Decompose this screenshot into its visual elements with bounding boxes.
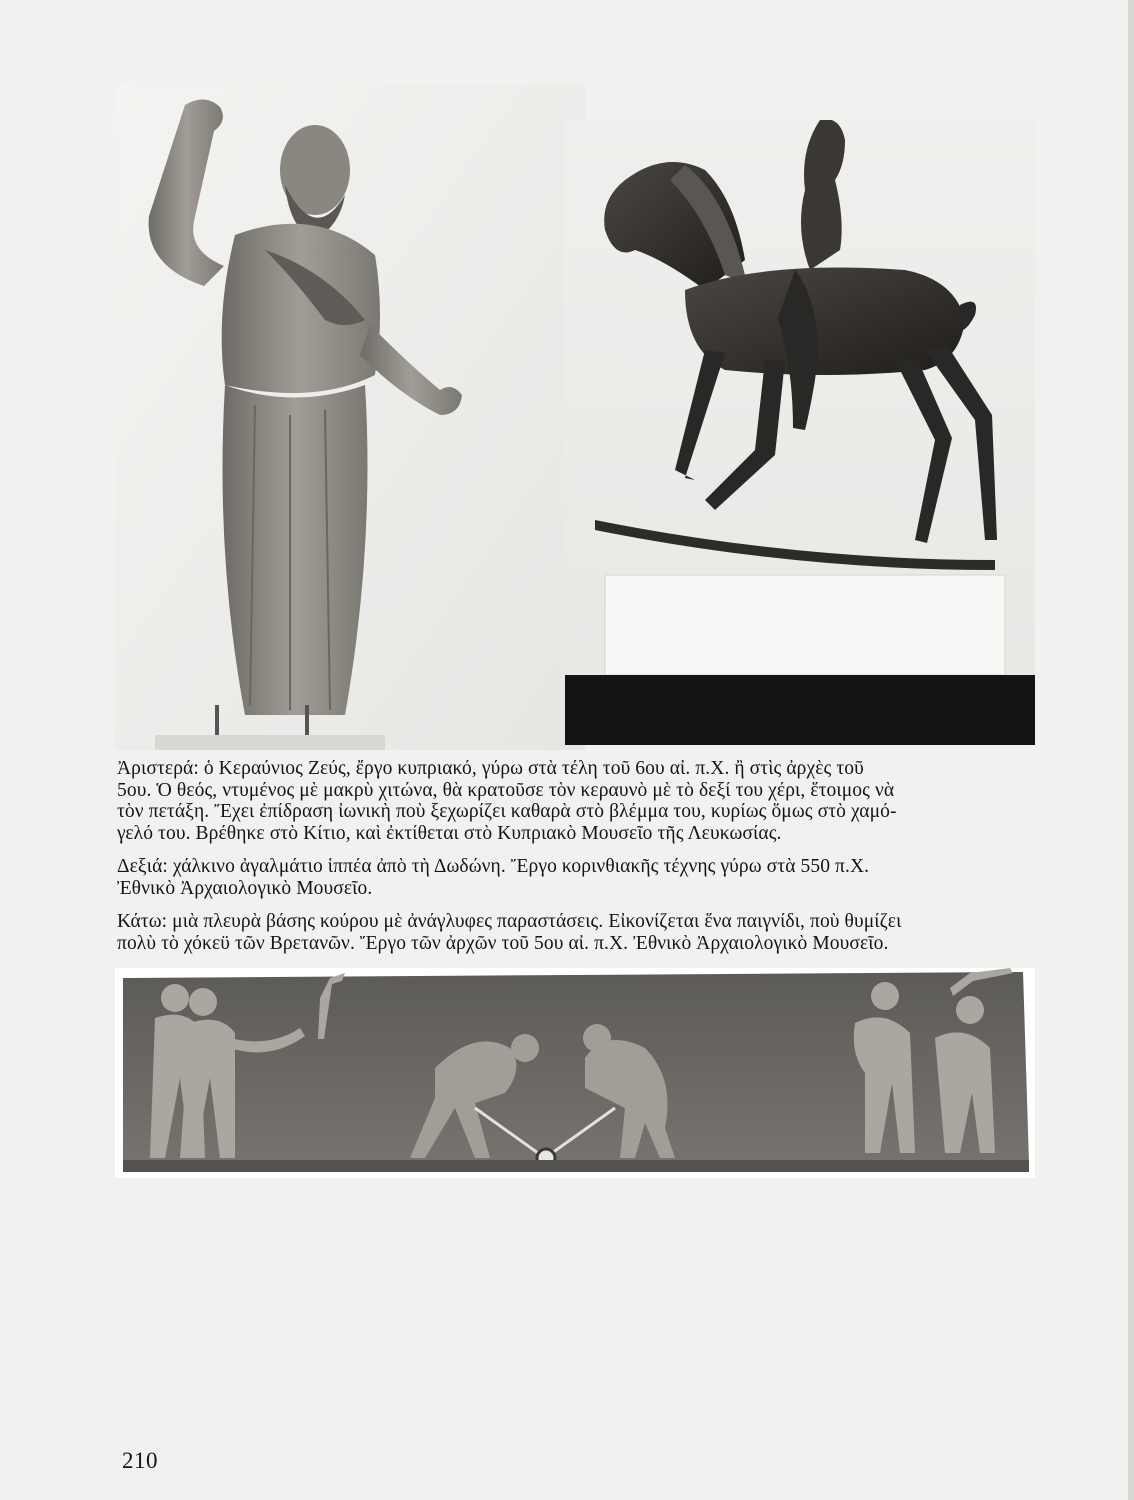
- caption-line: πολὺ τὸ χόκεϋ τῶν Βρετανῶν. Ἔργο τῶν ἀρχῶν τοῦ 5ου αἰ. π.Χ. Ἐθνικὸ Ἀρχαιολογικὸ Μουσεῖο.: [117, 932, 889, 954]
- caption-right-statue: [117, 856, 1037, 899]
- caption-line: Δεξιά: χάλκινο ἀγαλμάτιο ἱππέα ἀπὸ τὴ Δωδώνη. Ἔργο κορινθιακῆς τέχνης γύρω στὰ 550 π.Χ.: [117, 856, 870, 877]
- caption-line: 5ου. Ὁ θεός, ντυμένος μὲ μακρὺ χιτώνα, θὰ κρατοῦσε τὸν κεραυνὸ μὲ τὸ δεξί του χέρι, ἕτοιμος νὰ: [117, 779, 895, 801]
- caption-block: [117, 758, 1037, 966]
- bronze-rider-photo: [565, 120, 1035, 745]
- caption-line: Ἐθνικὸ Ἀρχαιολογικὸ Μουσεῖο.: [117, 877, 373, 899]
- caption-left-statue: [117, 758, 1037, 844]
- page-number: 210: [122, 1448, 158, 1473]
- caption-line: τὸν πετάξη. Ἔχει ἐπίδραση ἰωνικὴ ποὺ ξεχωρίζει καθαρὰ στὸ βλέμμα του, κυρίως ὅμως στὸ χαμό-: [117, 801, 897, 822]
- caption-line: γελό του. Βρέθηκε στὸ Κίτιο, καὶ ἐκτίθεται στὸ Κυπριακὸ Μουσεῖο τῆς Λευκωσίας.: [117, 822, 782, 844]
- caption-line: Ἀριστερά: ὁ Κεραύνιος Ζεύς, ἔργο κυπριακό, γύρω στὰ τέλη τοῦ 6ου αἰ. π.Χ. ἢ στὶς ἀρχὲς τοῦ: [117, 758, 864, 779]
- caption-bottom-relief: [117, 911, 1037, 954]
- page-edge-shadow: [1128, 0, 1134, 1500]
- zeus-statue-photo: [115, 85, 585, 750]
- hockey-relief-photo: [115, 968, 1035, 1178]
- caption-line: Κάτω: μιὰ πλευρὰ βάσης κούρου μὲ ἀνάγλυφες παραστάσεις. Εἰκονίζεται ἕνα παιγνίδι, ποὺ θυμίζει: [117, 911, 902, 932]
